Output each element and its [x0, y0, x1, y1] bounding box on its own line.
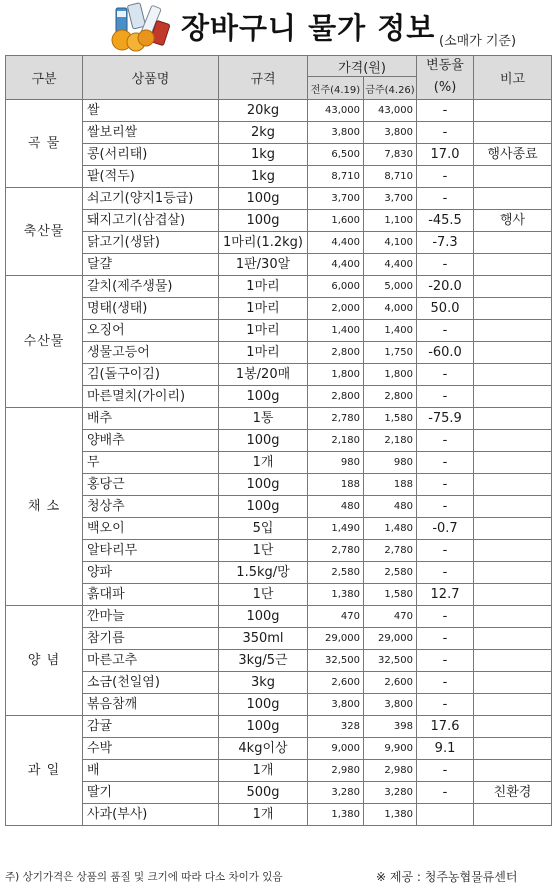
item-name-cell: 흙대파 [83, 584, 219, 606]
item-name-cell: 달걀 [83, 254, 219, 276]
prev-price-cell: 188 [308, 474, 364, 496]
item-name-cell: 소금(천일염) [83, 672, 219, 694]
prev-price-cell: 980 [308, 452, 364, 474]
item-name-cell: 생물고등어 [83, 342, 219, 364]
prev-price-cell: 1,380 [308, 804, 364, 826]
table-row [6, 386, 552, 408]
change-rate-cell: 9.1 [417, 738, 474, 760]
table-row [6, 144, 552, 166]
prev-price-cell: 480 [308, 496, 364, 518]
spec-cell: 100g [219, 716, 308, 738]
prev-price-cell: 9,000 [308, 738, 364, 760]
prev-price-cell: 1,380 [308, 584, 364, 606]
change-rate-cell [417, 804, 474, 826]
note-cell [474, 342, 552, 364]
note-cell [474, 452, 552, 474]
spec-cell: 5입 [219, 518, 308, 540]
change-rate-cell: 50.0 [417, 298, 474, 320]
prev-price-cell: 43,000 [308, 100, 364, 122]
change-rate-cell: - [417, 782, 474, 804]
item-name-cell: 딸기 [83, 782, 219, 804]
curr-price-cell: 1,580 [364, 584, 417, 606]
header [0, 0, 555, 54]
spec-cell: 1개 [219, 804, 308, 826]
prev-price-cell: 6,500 [308, 144, 364, 166]
table-row [6, 518, 552, 540]
change-rate-cell: - [417, 694, 474, 716]
table-row [6, 166, 552, 188]
note-cell [474, 386, 552, 408]
spec-cell: 1마리(1.2kg) [219, 232, 308, 254]
curr-price-cell: 188 [364, 474, 417, 496]
table-row [6, 298, 552, 320]
change-rate-cell: - [417, 562, 474, 584]
item-name-cell: 양배추 [83, 430, 219, 452]
table-row [6, 650, 552, 672]
spec-cell: 1단 [219, 540, 308, 562]
spec-cell: 100g [219, 386, 308, 408]
category-cell: 과 일 [6, 716, 83, 826]
category-cell: 축산물 [6, 188, 83, 276]
table-row [6, 100, 552, 122]
prev-price-cell: 2,800 [308, 386, 364, 408]
table-row [6, 760, 552, 782]
note-cell [474, 100, 552, 122]
item-name-cell: 닭고기(생닭) [83, 232, 219, 254]
table-row [6, 364, 552, 386]
spec-cell: 1마리 [219, 320, 308, 342]
item-name-cell: 김(돌구이김) [83, 364, 219, 386]
change-rate-cell: 17.6 [417, 716, 474, 738]
table-row [6, 694, 552, 716]
note-cell [474, 738, 552, 760]
note-cell [474, 122, 552, 144]
change-rate-cell: - [417, 364, 474, 386]
table-row [6, 232, 552, 254]
category-cell: 곡 물 [6, 100, 83, 188]
spec-cell: 1kg [219, 144, 308, 166]
change-rate-cell: - [417, 650, 474, 672]
table-body [6, 100, 552, 826]
item-name-cell: 쇠고기(양지1등급) [83, 188, 219, 210]
spec-cell: 1개 [219, 452, 308, 474]
item-name-cell: 볶음참깨 [83, 694, 219, 716]
note-cell [474, 188, 552, 210]
prev-price-cell: 4,400 [308, 232, 364, 254]
note-cell [474, 518, 552, 540]
table-row [6, 672, 552, 694]
note-cell [474, 430, 552, 452]
header-category: 구분 [6, 56, 83, 100]
prev-price-cell: 29,000 [308, 628, 364, 650]
curr-price-cell: 3,800 [364, 122, 417, 144]
spec-cell: 350ml [219, 628, 308, 650]
note-cell [474, 320, 552, 342]
table-row [6, 628, 552, 650]
note-cell [474, 474, 552, 496]
header-this-week: 금주(4.26) [364, 77, 417, 100]
note-cell [474, 716, 552, 738]
change-rate-cell: - [417, 386, 474, 408]
spec-cell: 1봉/20매 [219, 364, 308, 386]
curr-price-cell: 1,400 [364, 320, 417, 342]
header-note: 비고 [474, 56, 552, 100]
table-row [6, 738, 552, 760]
curr-price-cell: 2,180 [364, 430, 417, 452]
table-row [6, 408, 552, 430]
table-row [6, 210, 552, 232]
change-rate-cell: - [417, 320, 474, 342]
item-name-cell: 참기름 [83, 628, 219, 650]
note-cell [474, 694, 552, 716]
note-cell [474, 584, 552, 606]
curr-price-cell: 5,000 [364, 276, 417, 298]
item-name-cell: 팥(적두) [83, 166, 219, 188]
note-cell [474, 254, 552, 276]
table-row [6, 276, 552, 298]
note-cell [474, 232, 552, 254]
footer-source: ※ 제공 : 청주농협물류센터 [376, 870, 518, 884]
item-name-cell: 콩(서리태) [83, 144, 219, 166]
change-rate-cell: - [417, 760, 474, 782]
note-cell [474, 650, 552, 672]
header-change: 변동율 [417, 56, 474, 77]
table-row [6, 584, 552, 606]
change-rate-cell: - [417, 122, 474, 144]
curr-price-cell: 29,000 [364, 628, 417, 650]
curr-price-cell: 480 [364, 496, 417, 518]
item-name-cell: 마른멸치(가이리) [83, 386, 219, 408]
curr-price-cell: 470 [364, 606, 417, 628]
item-name-cell: 양파 [83, 562, 219, 584]
item-name-cell: 무 [83, 452, 219, 474]
prev-price-cell: 328 [308, 716, 364, 738]
change-rate-cell: - [417, 254, 474, 276]
spec-cell: 20kg [219, 100, 308, 122]
note-cell [474, 496, 552, 518]
table-row [6, 122, 552, 144]
spec-cell: 1마리 [219, 276, 308, 298]
item-name-cell: 배추 [83, 408, 219, 430]
item-name-cell: 돼지고기(삼겹살) [83, 210, 219, 232]
change-rate-cell: - [417, 166, 474, 188]
change-rate-cell: - [417, 474, 474, 496]
prev-price-cell: 2,180 [308, 430, 364, 452]
change-rate-cell: -75.9 [417, 408, 474, 430]
note-cell [474, 804, 552, 826]
prev-price-cell: 32,500 [308, 650, 364, 672]
note-cell [474, 298, 552, 320]
header-prev-week: 전주(4.19) [308, 77, 364, 100]
note-cell [474, 606, 552, 628]
prev-price-cell: 2,980 [308, 760, 364, 782]
header-change-unit: (%) [417, 77, 474, 100]
item-name-cell: 갈치(제주생물) [83, 276, 219, 298]
table-row [6, 430, 552, 452]
change-rate-cell: - [417, 628, 474, 650]
spec-cell: 2kg [219, 122, 308, 144]
prev-price-cell: 470 [308, 606, 364, 628]
curr-price-cell: 2,580 [364, 562, 417, 584]
prev-price-cell: 1,800 [308, 364, 364, 386]
note-cell [474, 760, 552, 782]
spec-cell: 1.5kg/망 [219, 562, 308, 584]
table-row [6, 562, 552, 584]
category-cell: 양 념 [6, 606, 83, 716]
header-spec: 규격 [219, 56, 308, 100]
item-name-cell: 알타리무 [83, 540, 219, 562]
prev-price-cell: 3,800 [308, 694, 364, 716]
item-name-cell: 배 [83, 760, 219, 782]
change-rate-cell: -60.0 [417, 342, 474, 364]
curr-price-cell: 2,780 [364, 540, 417, 562]
note-cell [474, 408, 552, 430]
table-row [6, 474, 552, 496]
item-name-cell: 쌀 [83, 100, 219, 122]
curr-price-cell: 3,280 [364, 782, 417, 804]
table-row [6, 540, 552, 562]
curr-price-cell: 7,830 [364, 144, 417, 166]
note-cell [474, 672, 552, 694]
price-table [5, 55, 552, 826]
note-cell [474, 540, 552, 562]
change-rate-cell: - [417, 540, 474, 562]
spec-cell: 1마리 [219, 298, 308, 320]
curr-price-cell: 8,710 [364, 166, 417, 188]
prev-price-cell: 3,800 [308, 122, 364, 144]
spec-cell: 100g [219, 210, 308, 232]
curr-price-cell: 4,000 [364, 298, 417, 320]
note-cell [474, 364, 552, 386]
change-rate-cell: - [417, 452, 474, 474]
curr-price-cell: 1,380 [364, 804, 417, 826]
spec-cell: 100g [219, 694, 308, 716]
prev-price-cell: 4,400 [308, 254, 364, 276]
item-name-cell: 오징어 [83, 320, 219, 342]
table-row [6, 782, 552, 804]
item-name-cell: 깐마늘 [83, 606, 219, 628]
change-rate-cell: -0.7 [417, 518, 474, 540]
table-row [6, 716, 552, 738]
prev-price-cell: 2,580 [308, 562, 364, 584]
curr-price-cell: 2,800 [364, 386, 417, 408]
change-rate-cell: - [417, 100, 474, 122]
note-cell [474, 276, 552, 298]
curr-price-cell: 980 [364, 452, 417, 474]
table-row [6, 320, 552, 342]
category-cell: 채 소 [6, 408, 83, 606]
change-rate-cell: 17.0 [417, 144, 474, 166]
spec-cell: 100g [219, 474, 308, 496]
page-title: 장바구니 물가 정보 [181, 11, 436, 45]
curr-price-cell: 4,400 [364, 254, 417, 276]
prev-price-cell: 3,280 [308, 782, 364, 804]
item-name-cell: 홍당근 [83, 474, 219, 496]
item-name-cell: 청상추 [83, 496, 219, 518]
item-name-cell: 감귤 [83, 716, 219, 738]
header-price: 가격(원) [308, 56, 417, 77]
change-rate-cell: -20.0 [417, 276, 474, 298]
item-name-cell: 명태(생태) [83, 298, 219, 320]
groceries-icon [108, 2, 174, 52]
change-rate-cell: - [417, 430, 474, 452]
note-cell [474, 562, 552, 584]
item-name-cell: 사과(부사) [83, 804, 219, 826]
prev-price-cell: 3,700 [308, 188, 364, 210]
spec-cell: 1통 [219, 408, 308, 430]
curr-price-cell: 398 [364, 716, 417, 738]
change-rate-cell: -7.3 [417, 232, 474, 254]
curr-price-cell: 9,900 [364, 738, 417, 760]
curr-price-cell: 3,700 [364, 188, 417, 210]
prev-price-cell: 2,000 [308, 298, 364, 320]
curr-price-cell: 1,480 [364, 518, 417, 540]
spec-cell: 3kg/5근 [219, 650, 308, 672]
curr-price-cell: 1,100 [364, 210, 417, 232]
curr-price-cell: 2,600 [364, 672, 417, 694]
prev-price-cell: 2,600 [308, 672, 364, 694]
prev-price-cell: 2,780 [308, 540, 364, 562]
curr-price-cell: 43,000 [364, 100, 417, 122]
spec-cell: 1단 [219, 584, 308, 606]
spec-cell: 100g [219, 496, 308, 518]
curr-price-cell: 1,750 [364, 342, 417, 364]
change-rate-cell: -45.5 [417, 210, 474, 232]
spec-cell: 3kg [219, 672, 308, 694]
spec-cell: 100g [219, 606, 308, 628]
curr-price-cell: 3,800 [364, 694, 417, 716]
item-name-cell: 수박 [83, 738, 219, 760]
prev-price-cell: 1,600 [308, 210, 364, 232]
header-item: 상품명 [83, 56, 219, 100]
table-row [6, 188, 552, 210]
curr-price-cell: 32,500 [364, 650, 417, 672]
table-row [6, 606, 552, 628]
change-rate-cell: - [417, 672, 474, 694]
spec-cell: 100g [219, 430, 308, 452]
item-name-cell: 마른고추 [83, 650, 219, 672]
change-rate-cell: 12.7 [417, 584, 474, 606]
prev-price-cell: 6,000 [308, 276, 364, 298]
change-rate-cell: - [417, 606, 474, 628]
prev-price-cell: 2,780 [308, 408, 364, 430]
table-row [6, 452, 552, 474]
spec-cell: 500g [219, 782, 308, 804]
curr-price-cell: 1,580 [364, 408, 417, 430]
table-row [6, 342, 552, 364]
spec-cell: 1개 [219, 760, 308, 782]
prev-price-cell: 8,710 [308, 166, 364, 188]
table-row [6, 254, 552, 276]
spec-cell: 1판/30알 [219, 254, 308, 276]
table-row [6, 804, 552, 826]
note-cell: 친환경 [474, 782, 552, 804]
spec-cell: 100g [219, 188, 308, 210]
category-cell: 수산물 [6, 276, 83, 408]
spec-cell: 4kg이상 [219, 738, 308, 760]
prev-price-cell: 1,490 [308, 518, 364, 540]
change-rate-cell: - [417, 496, 474, 518]
footer-note: 주) 상기가격은 상품의 품질 및 크기에 따라 다소 차이가 있음 [5, 871, 283, 883]
curr-price-cell: 4,100 [364, 232, 417, 254]
note-cell: 행사 [474, 210, 552, 232]
change-rate-cell: - [417, 188, 474, 210]
spec-cell: 1kg [219, 166, 308, 188]
table-row [6, 496, 552, 518]
note-cell [474, 628, 552, 650]
spec-cell: 1마리 [219, 342, 308, 364]
curr-price-cell: 1,800 [364, 364, 417, 386]
curr-price-cell: 2,980 [364, 760, 417, 782]
note-cell: 행사종료 [474, 144, 552, 166]
item-name-cell: 백오이 [83, 518, 219, 540]
prev-price-cell: 1,400 [308, 320, 364, 342]
prev-price-cell: 2,800 [308, 342, 364, 364]
note-cell [474, 166, 552, 188]
page-subtitle: (소매가 기준) [439, 34, 517, 49]
item-name-cell: 쌀보리쌀 [83, 122, 219, 144]
